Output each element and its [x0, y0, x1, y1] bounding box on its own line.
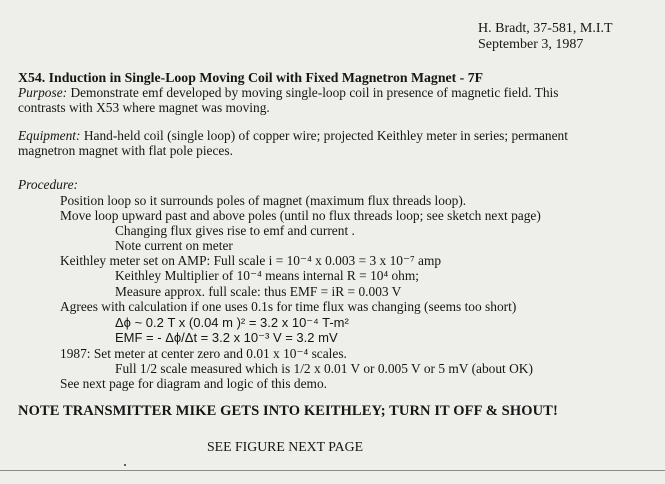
equipment-text-1: Hand-held coil (single loop) of copper wire; projected Keithley meter in series; permanent	[80, 128, 568, 143]
purpose-line-2: contrasts with X53 where magnet was moving.	[18, 100, 270, 115]
document-title: X54. Induction in Single-Loop Moving Coil with Fixed Magnetron Magnet - 7F	[18, 70, 484, 85]
purpose-text-1: Demonstrate emf developed by moving single-loop coil in presence of magnetic field. This	[67, 85, 559, 100]
procedure-line: Agrees with calculation if one uses 0.1s for time flux was changing (seems too short)	[60, 299, 517, 314]
procedure-line: See next page for diagram and logic of this demo.	[60, 376, 327, 391]
procedure-line: Note current on meter	[115, 238, 233, 253]
procedure-line: Changing flux gives rise to emf and current .	[115, 223, 355, 238]
transmitter-note: NOTE TRANSMITTER MIKE GETS INTO KEITHLEY; TURN IT OFF & SHOUT!	[18, 403, 558, 419]
equipment-line-1	[18, 128, 568, 143]
procedure-line: Position loop so it surrounds poles of magnet (maximum flux threads loop).	[60, 193, 467, 208]
procedure-line: Keithley Multiplier of 10⁻⁴ means internal R = 10⁴ ohm;	[115, 268, 419, 283]
see-figure-line: SEE FIGURE NEXT PAGE	[207, 439, 363, 454]
page-speck	[124, 464, 126, 466]
procedure-line: Measure approx. full scale: thus EMF = iR = 0.003 V	[115, 284, 402, 299]
purpose-label: Purpose:	[18, 85, 68, 100]
procedure-label: Procedure:	[18, 177, 78, 192]
procedure-line: EMF = - Δϕ/Δt = 3.2 x 10⁻³ V = 3.2 mV	[115, 330, 338, 345]
date-line: September 3, 1987	[478, 37, 584, 52]
procedure-line: Keithley meter set on AMP: Full scale i = 10⁻⁴ x 0.003 = 3 x 10⁻⁷ amp	[60, 253, 442, 268]
procedure-line: 1987: Set meter at center zero and 0.01 x 10⁻⁴ scales.	[60, 346, 347, 361]
procedure-line: Δϕ ~ 0.2 T x (0.04 m )² = 3.2 x 10⁻⁴ T-m²	[115, 315, 349, 330]
equipment-line-2: magnetron magnet with flat pole pieces.	[18, 143, 233, 158]
equipment-label: Equipment:	[18, 128, 81, 143]
page-bottom-rule	[0, 470, 665, 471]
purpose-line-1	[18, 85, 558, 100]
procedure-line: Full 1/2 scale measured which is 1/2 x 0.01 V or 0.005 V or 5 mV (about OK)	[115, 361, 533, 376]
procedure-line: Move loop upward past and above poles (until no flux threads loop; see sketch next page)	[60, 208, 541, 223]
author-line: H. Bradt, 37-581, M.I.T	[478, 21, 613, 36]
